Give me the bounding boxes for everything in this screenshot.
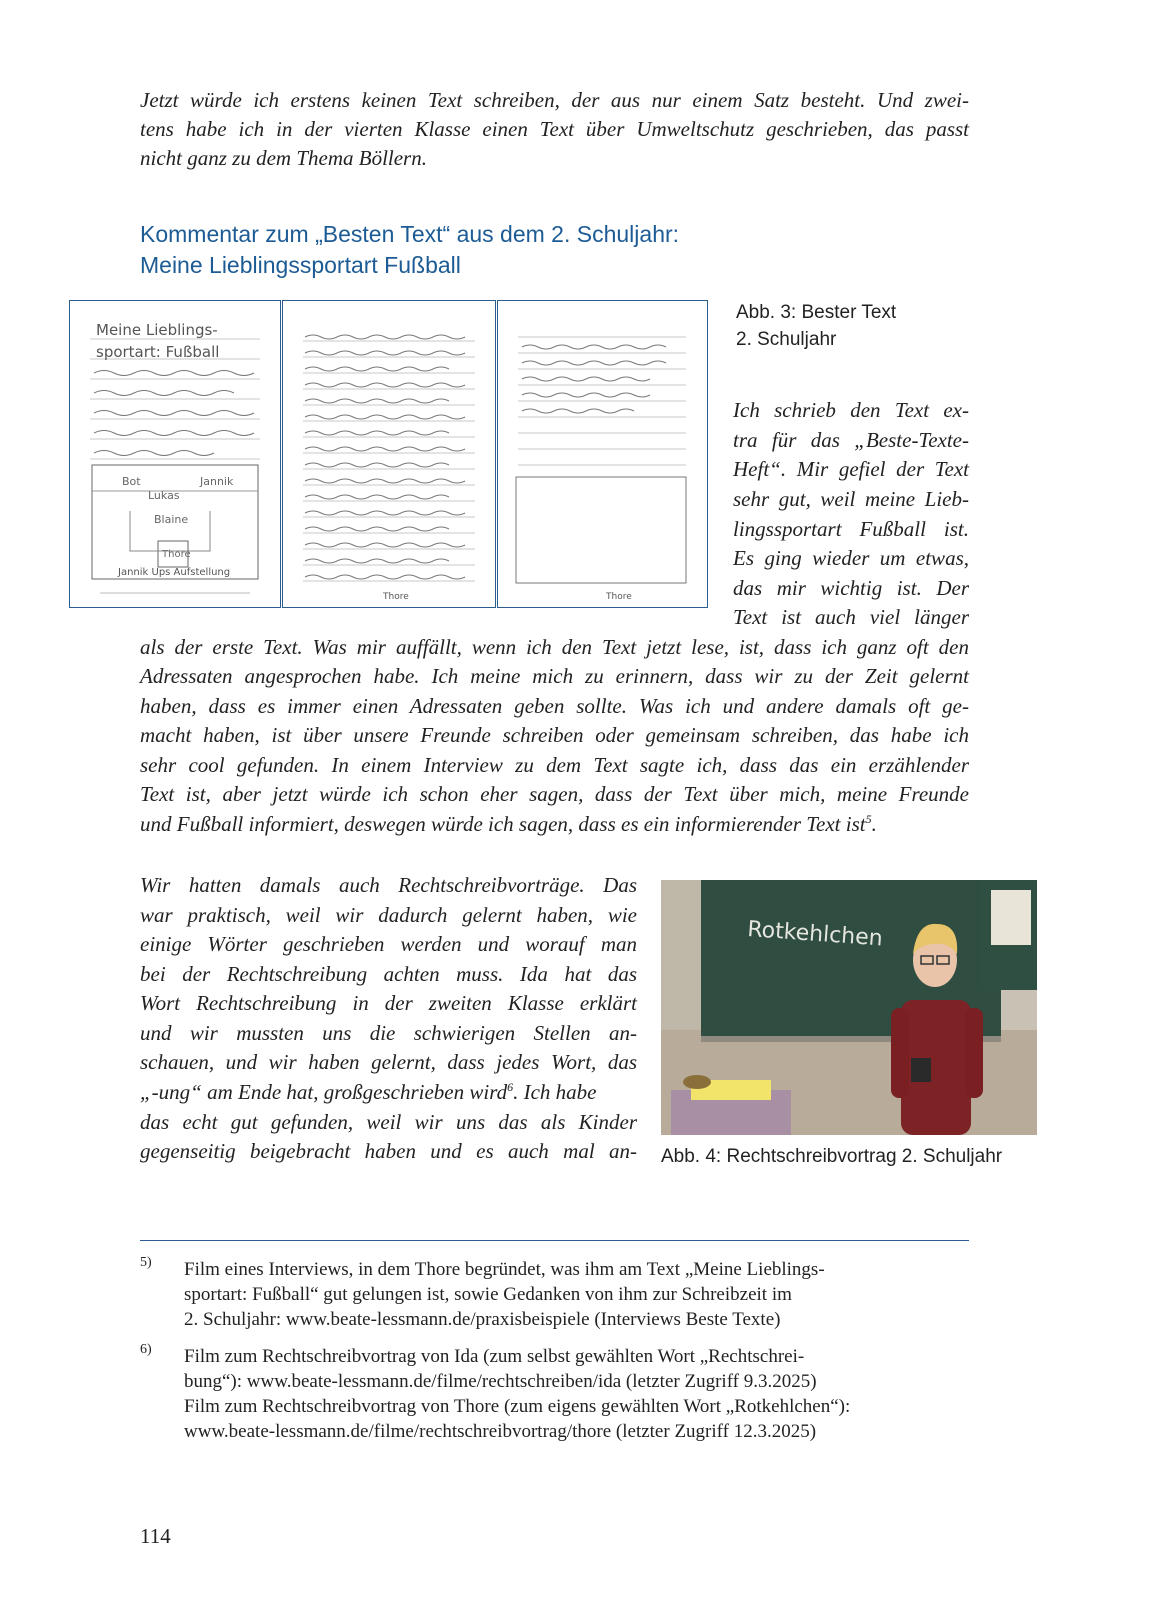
spelling-line: Wir hatten damals auch Rechtschreibvorträge. Das [140, 873, 637, 897]
footnote-5-number: 5) [140, 1255, 152, 1270]
figure-4-caption: Abb. 4: Rechtschreibvortrag 2. Schuljahr [661, 1146, 1003, 1167]
scan-page-3 [497, 300, 708, 608]
comment-side-line: lingssportart Fußball ist. [733, 517, 969, 541]
spelling-line: einige Wörter geschrieben werden und worauf man [140, 932, 637, 956]
figure-3-caption-line-1: Abb. 3: Bester Text [736, 302, 897, 323]
intro-line: tens habe ich in der vierten Klasse einen Text über Umweltschutz geschrieben, das passt [140, 117, 969, 141]
handwritten-name-jannik: Jannik [200, 475, 234, 488]
comment-line: macht haben, ist über unsere Freunde schreiben oder gemeinsam schreiben, das habe ich [140, 723, 969, 747]
footnote-5-line: sportart: Fußball“ gut gelungen ist, sowie Gedanken von ihm zur Schreibzeit im [184, 1284, 792, 1305]
figure-3-caption-line-2: 2. Schuljahr [736, 329, 837, 350]
spelling-line: bei der Rechtschreibung achten muss. Ida hat das [140, 962, 637, 986]
footnote-ref-6[interactable]: 6 [507, 1080, 514, 1094]
scan-page-1 [69, 300, 281, 608]
comment-line: haben, dass es immer einen Adressaten geben sollte. Was ich und andere damals oft ge- [140, 694, 969, 718]
spelling-line: Wort Rechtschreibung in der zweiten Klasse erklärt [140, 991, 637, 1015]
spelling-line: das echt gut gefunden, weil wir uns das als Kinder [140, 1110, 637, 1134]
spelling-line-8-b: . Ich habe [513, 1080, 597, 1104]
handwritten-footer-3: Thore [606, 592, 632, 602]
spelling-line-8 [140, 1080, 637, 1105]
handwritten-name-thore: Thore [162, 549, 191, 560]
footnote-ref-5[interactable]: 5 [865, 812, 872, 826]
handwritten-title-2: sportart: Fußball [96, 343, 220, 361]
spelling-line: gegenseitig beigebracht haben und es auch mal an- [140, 1139, 637, 1163]
classroom-photo [661, 880, 1037, 1135]
handwriting-page-2 [283, 301, 495, 607]
comment-side-line: Ich schrieb den Text ex- [733, 398, 969, 422]
handwriting-page-1 [70, 301, 280, 607]
comment-line: Adressaten angesprochen habe. Ich meine mich zu erinnern, dass wir zu der Zeit gelernt [140, 664, 969, 688]
handwritten-title-1: Meine Lieblings- [96, 321, 218, 339]
comment-last-period: . [871, 812, 877, 836]
handwritten-name-lukas: Lukas [148, 489, 180, 502]
comment-side-line: Es ging wieder um etwas, [733, 546, 969, 570]
footnote-6-line: bung“): www.beate-lessmann.de/filme/rechtschreiben/ida (letzter Zugriff 9.3.2025) [184, 1371, 817, 1392]
spelling-line: schauen, und wir haben gelernt, dass jedes Wort, das [140, 1050, 637, 1074]
spelling-line: und wir mussten uns die schwierigen Stellen an- [140, 1021, 637, 1045]
footnote-divider [140, 1240, 969, 1241]
footnote-6-line: www.beate-lessmann.de/filme/rechtschreibvortrag/thore (letzter Zugriff 12.3.2025) [184, 1421, 817, 1442]
scan-page-2 [282, 300, 496, 608]
comment-line: sehr cool gefunden. In einem Interview zu dem Text sagte ich, dass das ein erzählender [140, 753, 969, 777]
section-heading-line-2: Meine Lieblingssportart Fußball [140, 252, 461, 278]
comment-line: Text ist, aber jetzt würde ich schon eher sagen, dass der Text über mich, meine Freunde [140, 782, 969, 806]
intro-line: nicht ganz zu dem Thema Böllern. [140, 146, 427, 170]
handwriting-page-3 [498, 301, 707, 607]
photo-illustration [661, 880, 1037, 1135]
spelling-line: war praktisch, weil wir dadurch gelernt haben, wie [140, 903, 637, 927]
footnote-5-line: 2. Schuljahr: www.beate-lessmann.de/praxisbeispiele (Interviews Beste Texte) [184, 1309, 781, 1330]
comment-side-line: tra für das „Beste-Texte- [733, 428, 969, 452]
comment-side-line: das mir wichtig ist. Der [733, 576, 969, 600]
spelling-line-8-a: „-ung“ am Ende hat, großgeschrieben wird [140, 1080, 508, 1104]
comment-line: als der erste Text. Was mir auffällt, wenn ich den Text jetzt lese, ist, dass ich ganz oft den [140, 635, 969, 659]
footnote-5-line: Film eines Interviews, in dem Thore begründet, was ihm am Text „Meine Lieblings- [184, 1259, 825, 1280]
board-text: Rotkehlchen [746, 917, 884, 952]
handwritten-bottom-line: Jannik Ups Aufstellung [118, 567, 231, 578]
footnote-6-number: 6) [140, 1342, 152, 1357]
intro-line: Jetzt würde ich erstens keinen Text schreiben, der aus nur einem Satz besteht. Und zwei- [140, 88, 969, 112]
footnote-6-line: Film zum Rechtschreibvortrag von Thore (zum eigens gewählten Wort „Rotkehlchen“): [184, 1396, 851, 1417]
comment-side-line: Heft“. Mir gefiel der Text [733, 457, 969, 481]
handwritten-name-blaine: Blaine [154, 513, 189, 526]
footnote-6-line: Film zum Rechtschreibvortrag von Ida (zum selbst gewählten Wort „Rechtschrei- [184, 1346, 805, 1367]
page-number: 114 [140, 1524, 171, 1548]
comment-side-line: sehr gut, weil meine Lieb- [733, 487, 969, 511]
comment-last-line [140, 812, 877, 837]
section-heading-line-1: Kommentar zum „Besten Text“ aus dem 2. Schuljahr: [140, 221, 680, 247]
handwritten-name-bot: Bot [122, 475, 141, 488]
comment-side-line: Text ist auch viel länger [733, 605, 969, 629]
comment-last-text: und Fußball informiert, deswegen würde ich sagen, dass es ein informierender Text ist [140, 812, 866, 836]
handwritten-footer-2: Thore [383, 592, 409, 602]
